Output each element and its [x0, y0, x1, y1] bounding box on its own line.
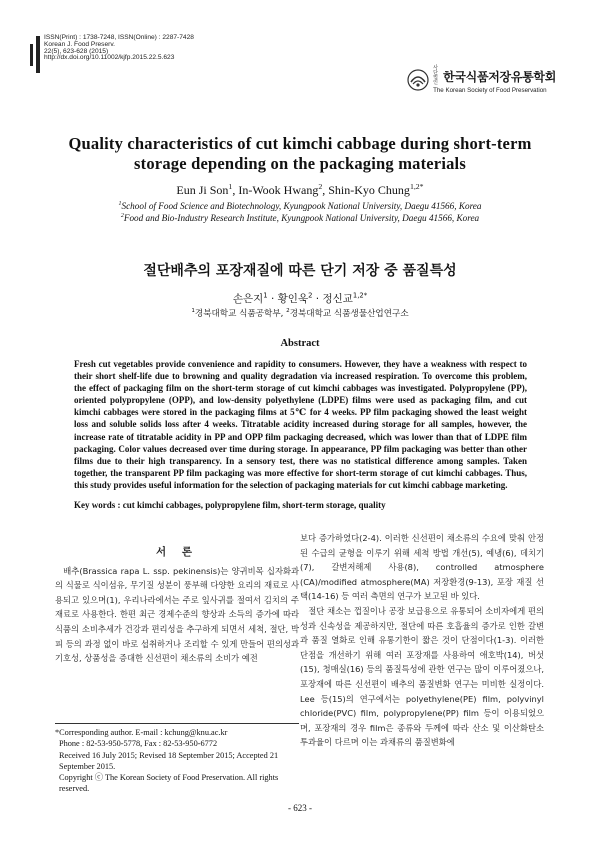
journal-meta — [44, 35, 344, 62]
author-name: Shin-Kyo Chung — [328, 183, 410, 197]
affiliation — [0, 213, 600, 223]
intro-paragraph: 배추(Brassica rapa L. ssp. pekinensis)는 양귀비목 십자화과의 식물로 식이섬유, 무기질 성분이 풍부해 다양한 요리의 재료로 사용되고 있으며(1), 우리나라에서는 주로 잎사귀를 절여서 김치의 주재료로 사용한다. 한편 최근 경제수준의 향상과 소득의 증가에 따라 식품의 소비추세가 건강과 편리성을 추구하게 되면서 세척, 절단, 박피 등의 과정 없이 바로 섭취하거나 조리할 수 있게 만들어 편의성과 기호성, 상품성을 증대한 신선편이 채소류의 소비가 예전 — [55, 565, 299, 664]
section-heading: 서 론 — [156, 546, 198, 558]
affiliation-text-kr: 경북대학교 식품공학부, — [194, 309, 284, 319]
affiliation-sup: 1 — [191, 308, 195, 315]
society-logo-block — [407, 66, 556, 94]
intro-paragraph: 보다 증가하였다(2-4). 이러한 신선편이 채소류의 수요에 맞춰 안정된 수급의 균형을 이루기 위해 세척 방법 개선(5), 예냉(6), 데치기(7), 갈변저해제 사용(8), controlled atmosphere (CA)/modified atmosphere(MA) 저장환경(9-13), 포장 재질 선택(14-16) 등 여러 측면의 연구가 보고된 바 있다. — [300, 533, 544, 602]
affiliation-sup: 2 — [120, 213, 124, 219]
society-name-kr: 한국식품저장유통학회 — [443, 69, 556, 84]
corresponding-author: *Corresponding author. E-mail : kchung@knu.ac.kr — [55, 728, 228, 737]
paper-title-kr: 절단배추의 포장재질에 따른 단기 저장 중 품질특성 — [143, 263, 457, 279]
author-list-kr: 손은지$^1$ · 황인욱$^2$ · 정신교$^{1,2*}$ — [232, 291, 368, 305]
author-name: In-Wook Hwang — [238, 183, 319, 197]
society-name-en: The Korean Society of Food Preservation — [433, 87, 547, 94]
author-sup: 1,2* — [409, 182, 424, 191]
abstract-body: Fresh cut vegetables provide convenience and rapidity to consumers. However, they have a weakness with respect to their short shelf-life due to browning and quality degradation via increased respiration. To overcome this problem, the effect of packaging film on the short-term storage of cut kimchi cabbages was investigated. Polypropylene (PP), oriented polypropylene (OPP), and low-density polyethylene (LDPE) films were used as packaging film, and cut kimchi cabbages were stored in the packaging films at 5℃ for 4 weeks. PP film packaging showed the least weight loss and soluble solids loss after 4 weeks. Titratable acidity increased during storage for all samples, however, the increase rate of titratable acidity in PP and OPP film packaging decreased, which was lower than that of LDPE film packaging. Color values decreased over time during storage. In appearance, PP film packaging was better than other films due to their high transparency. In a sensory test, there was no statistical difference among samples. Taken together, the transparent PP film packaging was more effective for short-term storage of cut kimchi cabbages. Thus, this study provides useful information for the selection of packaging materials for cut kimchi cabbage marketing. — [74, 359, 527, 490]
affiliation-sup: 2 — [286, 308, 290, 315]
doi-link[interactable]: http://dx.doi.org/10.11002/kjfp.2015.22.5.623 — [44, 54, 175, 62]
paper-title: Quality characteristics of cut kimchi cabbage during short-term storage depending on the packaging materials — [68, 134, 532, 173]
affiliation-text-kr: 경북대학교 식품생물산업연구소 — [289, 309, 409, 319]
left-column — [55, 545, 299, 666]
intro-paragraph: 절단 채소는 껍질이나 공장 보급용으로 유통되어 소비자에게 편의성과 신속성을 제공하지만, 절단에 따른 호흡율의 증가로 인한 갈변과 품질 열화로 인해 유통기한이 짧은 것이 단점이다(1-3). 이러한 단점을 개선하기 위해 여러 포장재를 사용하여 애호박(14), 버섯(15), 청매실(16) 등의 품질특성에 관한 연구는 많이 이루어졌으나, 포장재에 따른 신선편이 배추의 품질변화 연구는 미비한 실정이다. Lee 등(15)의 연구에서는 polyethylene(PE) film, polyvinyl chloride(PVC) film, polypropylene(PP) film 등이 이용되었으며, 포장재의 경우 film은 종류와 두께에 따라 산소 및 이산화탄소 투과율이 다르며 이는 과채류의 품질변화에 — [300, 605, 544, 748]
author-sup: 1 — [228, 182, 233, 191]
affiliation-sup: 1 — [118, 201, 122, 207]
author-name-kr: 황인욱 — [277, 293, 309, 305]
footnote-divider — [55, 723, 299, 724]
author-sup: 2 — [308, 291, 313, 300]
page-number: - 623 - — [288, 803, 312, 813]
abstract-heading: Abstract — [280, 338, 320, 349]
received-dates: Received 16 July 2015; Revised 18 September 2015; Accepted 21 September 2015. — [59, 750, 279, 771]
author-name-kr: 정신교 — [322, 293, 353, 305]
affiliation — [0, 201, 600, 211]
issn: ISSN(Print) : 1738-7248, ISSN(Online) : 2287-7428 — [44, 34, 194, 41]
author-name: Eun Ji Son — [176, 183, 229, 197]
journal-name: Korean J. Food Preserv. — [44, 40, 115, 48]
society-logo-icon — [407, 69, 429, 91]
affiliation-kr — [0, 307, 600, 319]
author-name-kr: 손은지 — [232, 293, 264, 305]
affiliation-text: School of Food Science and Biotechnology, Kyungpook National University, Daegu 41566, Korea — [121, 201, 482, 212]
header-bar — [36, 36, 40, 73]
right-column — [300, 531, 544, 750]
header-bar-small — [30, 44, 33, 66]
author-sup: 1,2* — [352, 291, 368, 300]
affiliation-text: Food and Bio-Industry Research Institute, Kyungpook National University, Daegu 41566, Korea — [123, 213, 480, 224]
keywords: Key words : cut kimchi cabbages, polypropylene film, short-term storage, quality — [74, 500, 386, 510]
contact-phone: Phone : 82-53-950-5778, Fax : 82-53-950-6772 — [59, 739, 218, 749]
author-sup: 1 — [263, 291, 268, 300]
author-list: Eun Ji Son$^1$, In-Wook Hwang$^2$, Shin-Kyo Chung$^{1,2*}$ — [176, 182, 424, 197]
society-type: 사단법인 — [433, 65, 438, 86]
footnote — [55, 727, 299, 795]
volume-pages: 22(5), 623-628 (2015) — [44, 47, 109, 55]
copyright: Copyright ⓒ The Korean Society of Food Preservation. All rights reserved. — [59, 773, 279, 794]
author-sup: 2 — [318, 182, 323, 191]
